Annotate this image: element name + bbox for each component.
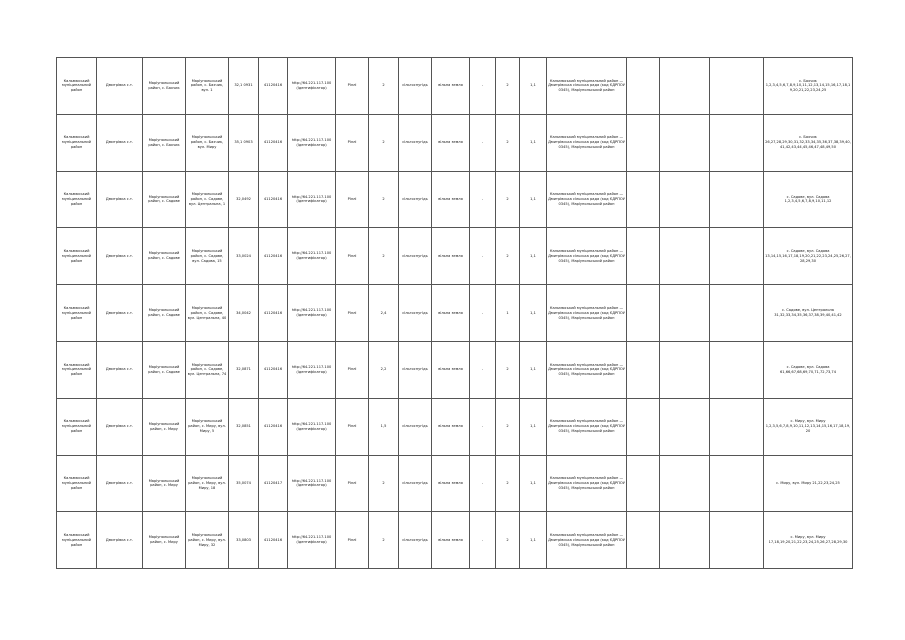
cell-area: 33,0024 bbox=[229, 228, 259, 285]
cell-empty bbox=[627, 512, 660, 569]
cell-id: http://64.221.117.100 (ідентифікатор) bbox=[288, 171, 336, 228]
cell-district: Кальмюський муніципальний район bbox=[57, 512, 97, 569]
cell-location2: Маріупольський район, с. Садове, вул. Центральна, 1 bbox=[186, 171, 229, 228]
cell-area: 35,1 0903 bbox=[229, 114, 259, 171]
cell-owner: сільгоспугідь bbox=[399, 455, 432, 512]
cell-location2: Маріупольський район, с. Бахчик, вул. Миру bbox=[186, 114, 229, 171]
cell-location2: Маріупольський район, с. Миру, вул. Миру, 32 bbox=[186, 512, 229, 569]
table-row bbox=[57, 455, 853, 512]
cell-usage: Ріллі bbox=[336, 455, 369, 512]
cell-empty bbox=[710, 455, 764, 512]
cell-empty bbox=[710, 228, 764, 285]
cell-location: Маріупольський район, с. Миру bbox=[143, 512, 186, 569]
cell-c2: 2 bbox=[496, 228, 520, 285]
cell-location: Маріупольський район, с. Бахчик bbox=[143, 114, 186, 171]
cell-settlement: Дмитрівка с.т. bbox=[97, 114, 143, 171]
cell-size: 2 bbox=[369, 512, 399, 569]
cell-addresses: с. Миру, вул. Миру 17,18,19,20,21,22,23,24,25,26,27,28,29,30 bbox=[764, 512, 853, 569]
cell-code: 41120416 bbox=[259, 398, 288, 455]
cell-c2: 2 bbox=[496, 58, 520, 115]
cell-area: 32,1 0931 bbox=[229, 58, 259, 115]
cell-size: 2 bbox=[369, 455, 399, 512]
cell-area: 34,0042 bbox=[229, 285, 259, 342]
cell-location2: Маріупольський район, с. Садове, вул. Центральна, 40 bbox=[186, 285, 229, 342]
cell-location2: Маріупольський район, с. Миру, вул. Миру, 18 bbox=[186, 455, 229, 512]
cell-addresses: с. Бахчик 1,2,3,4,5,6,7,8,9,10,11,12,13,14,15,16,17,18,19,20,21,22,23,24,25 bbox=[764, 58, 853, 115]
cell-empty bbox=[660, 398, 710, 455]
cell-settlement: Дмитрівка с.т. bbox=[97, 398, 143, 455]
cell-size: 2,4 bbox=[369, 285, 399, 342]
cell-owner: сільгоспугідь bbox=[399, 398, 432, 455]
table-row bbox=[57, 228, 853, 285]
cell-usage: Ріллі bbox=[336, 398, 369, 455]
cell-size: 2 bbox=[369, 58, 399, 115]
cell-c3: 1,1 bbox=[520, 58, 547, 115]
cell-status: вільна земля bbox=[432, 398, 470, 455]
cell-code: 41120416 bbox=[259, 512, 288, 569]
cell-community: Кальмюський муніципальний район — Дмитрівська сільська рада (код ЄДРПОУ 0345), Маріупольський район bbox=[547, 58, 627, 115]
cell-empty bbox=[660, 455, 710, 512]
cell-c1: - bbox=[470, 114, 496, 171]
cell-empty bbox=[627, 341, 660, 398]
cell-usage: Ріллі bbox=[336, 114, 369, 171]
cell-c2: 2 bbox=[496, 341, 520, 398]
cell-owner: сільгоспугідь bbox=[399, 341, 432, 398]
cell-status: вільна земля bbox=[432, 114, 470, 171]
cell-id: http://64.221.117.100 (ідентифікатор) bbox=[288, 114, 336, 171]
cell-code: 41120416 bbox=[259, 114, 288, 171]
cell-empty bbox=[710, 512, 764, 569]
cell-community: Кальмюський муніципальний район — Дмитрівська сільська рада (код ЄДРПОУ 0345), Маріупольський район bbox=[547, 228, 627, 285]
table-body bbox=[57, 58, 853, 569]
cell-district: Кальмюський муніципальний район bbox=[57, 285, 97, 342]
cell-settlement: Дмитрівка с.т. bbox=[97, 171, 143, 228]
cell-empty bbox=[710, 171, 764, 228]
cell-usage: Ріллі bbox=[336, 341, 369, 398]
cell-owner: сільгоспугідь bbox=[399, 285, 432, 342]
cell-empty bbox=[660, 512, 710, 569]
cell-community: Кальмюський муніципальний район — Дмитрівська сільська рада (код ЄДРПОУ 0345), Маріупольський район bbox=[547, 114, 627, 171]
cell-area: 32,0851 bbox=[229, 398, 259, 455]
cell-location2: Маріупольський район, с. Садове, вул. Центральна, 74 bbox=[186, 341, 229, 398]
cell-empty bbox=[660, 58, 710, 115]
cell-c3: 1,1 bbox=[520, 114, 547, 171]
cell-c1: - bbox=[470, 341, 496, 398]
table-row bbox=[57, 171, 853, 228]
table-row bbox=[57, 341, 853, 398]
cell-addresses: с. Миру, вул. Миру 1,2,3,5,6,7,8,9,10,11,12,13,14,15,16,17,18,19,20 bbox=[764, 398, 853, 455]
cell-size: 2,2 bbox=[369, 341, 399, 398]
cell-size: 2 bbox=[369, 114, 399, 171]
cell-empty bbox=[627, 58, 660, 115]
cell-owner: сільгоспугідь bbox=[399, 171, 432, 228]
cell-addresses: с. Садове, вул. Садова 61,66,67,68,69,70,71,72,73,74 bbox=[764, 341, 853, 398]
cell-code: 41120416 bbox=[259, 171, 288, 228]
cell-usage: Ріллі bbox=[336, 171, 369, 228]
cell-settlement: Дмитрівка с.т. bbox=[97, 341, 143, 398]
cell-empty bbox=[627, 114, 660, 171]
cell-area: 35,0074 bbox=[229, 455, 259, 512]
cell-c3: 1,1 bbox=[520, 171, 547, 228]
cell-id: http://64.221.117.100 (ідентифікатор) bbox=[288, 512, 336, 569]
cell-c2: 2 bbox=[496, 114, 520, 171]
cell-usage: Ріллі bbox=[336, 228, 369, 285]
cell-empty bbox=[660, 285, 710, 342]
cell-settlement: Дмитрівка с.т. bbox=[97, 512, 143, 569]
table-row bbox=[57, 398, 853, 455]
cell-c2: 2 bbox=[496, 512, 520, 569]
cell-addresses: с. Миру, вул. Миру 21,22,23,24,25 bbox=[764, 455, 853, 512]
cell-area: 32,0871 bbox=[229, 341, 259, 398]
cell-community: Кальмюський муніципальний район — Дмитрівська сільська рада (код ЄДРПОУ 0345), Маріупольський район bbox=[547, 171, 627, 228]
cell-usage: Ріллі bbox=[336, 285, 369, 342]
cell-empty bbox=[710, 285, 764, 342]
cell-c1: - bbox=[470, 58, 496, 115]
cell-district: Кальмюський муніципальний район bbox=[57, 341, 97, 398]
cell-size: 1,5 bbox=[369, 398, 399, 455]
cell-status: вільна земля bbox=[432, 58, 470, 115]
cell-id: http://64.221.117.100 (ідентифікатор) bbox=[288, 341, 336, 398]
cell-community: Кальмюський муніципальний район — Дмитрівська сільська рада (код ЄДРПОУ 0345), Маріупольський район bbox=[547, 512, 627, 569]
table-row bbox=[57, 58, 853, 115]
cell-location: Маріупольський район, с. Миру bbox=[143, 455, 186, 512]
cell-area: 33,0803 bbox=[229, 512, 259, 569]
cell-empty bbox=[710, 114, 764, 171]
cell-c1: - bbox=[470, 171, 496, 228]
table-row bbox=[57, 512, 853, 569]
cell-empty bbox=[660, 228, 710, 285]
cell-c1: - bbox=[470, 285, 496, 342]
cell-c1: - bbox=[470, 398, 496, 455]
table-row bbox=[57, 285, 853, 342]
cell-c3: 1,1 bbox=[520, 285, 547, 342]
cell-location2: Маріупольський район, с. Садове, вул. Садова, 15 bbox=[186, 228, 229, 285]
cell-code: 41120416 bbox=[259, 341, 288, 398]
cell-c2: 2 bbox=[496, 398, 520, 455]
cell-district: Кальмюський муніципальний район bbox=[57, 58, 97, 115]
cell-c3: 1,1 bbox=[520, 512, 547, 569]
cell-location2: Маріупольський район, с. Миру, вул. Миру, 5 bbox=[186, 398, 229, 455]
cell-community: Кальмюський муніципальний район — Дмитрівська сільська рада (код ЄДРПОУ 0345), Маріупольський район bbox=[547, 398, 627, 455]
cell-id: http://64.221.117.100 (ідентифікатор) bbox=[288, 398, 336, 455]
cell-empty bbox=[660, 171, 710, 228]
cell-location2: Маріупольський район, с. Бахчик, вул. 1 bbox=[186, 58, 229, 115]
cell-location: Маріупольський район, с. Садове bbox=[143, 341, 186, 398]
cell-usage: Ріллі bbox=[336, 512, 369, 569]
cell-c1: - bbox=[470, 228, 496, 285]
cell-c2: 2 bbox=[496, 171, 520, 228]
cell-addresses: с. Садове, вул. Центральна 31,32,33,34,35,36,37,38,39,40,41,42 bbox=[764, 285, 853, 342]
cell-district: Кальмюський муніципальний район bbox=[57, 171, 97, 228]
cell-status: вільна земля bbox=[432, 455, 470, 512]
cell-district: Кальмюський муніципальний район bbox=[57, 455, 97, 512]
cell-empty bbox=[710, 341, 764, 398]
cell-usage: Ріллі bbox=[336, 58, 369, 115]
cell-settlement: Дмитрівка с.т. bbox=[97, 455, 143, 512]
cell-status: вільна земля bbox=[432, 228, 470, 285]
cell-c3: 1,1 bbox=[520, 398, 547, 455]
cell-status: вільна земля bbox=[432, 171, 470, 228]
cell-id: http://64.221.117.100 (ідентифікатор) bbox=[288, 455, 336, 512]
cell-empty bbox=[660, 341, 710, 398]
cell-size: 2 bbox=[369, 228, 399, 285]
cell-code: 41120416 bbox=[259, 228, 288, 285]
cell-c2: 1 bbox=[496, 285, 520, 342]
cell-code: 41120416 bbox=[259, 58, 288, 115]
cell-empty bbox=[710, 398, 764, 455]
cell-id: http://64.221.117.100 (ідентифікатор) bbox=[288, 228, 336, 285]
cell-settlement: Дмитрівка с.т. bbox=[97, 58, 143, 115]
cell-community: Кальмюський муніципальний район — Дмитрівська сільська рада (код ЄДРПОУ 0345), Маріупольський район bbox=[547, 455, 627, 512]
cell-owner: сільгоспугідь bbox=[399, 228, 432, 285]
cell-settlement: Дмитрівка с.т. bbox=[97, 285, 143, 342]
cell-c1: - bbox=[470, 512, 496, 569]
cell-addresses: с. Садове, вул. Садова 1,2,3,4,5,6,7,8,9,10,11,12 bbox=[764, 171, 853, 228]
cell-addresses: с. Садове, вул. Садова 13,14,15,16,17,18,19,20,21,22,23,24,25,26,27,28,29,30 bbox=[764, 228, 853, 285]
cell-status: вільна земля bbox=[432, 341, 470, 398]
cell-c3: 1,1 bbox=[520, 455, 547, 512]
cell-owner: сільгоспугідь bbox=[399, 58, 432, 115]
cell-empty bbox=[627, 171, 660, 228]
cell-id: http://64.221.117.100 (ідентифікатор) bbox=[288, 58, 336, 115]
cell-owner: сільгоспугідь bbox=[399, 512, 432, 569]
cell-empty bbox=[660, 114, 710, 171]
cell-status: вільна земля bbox=[432, 285, 470, 342]
cell-c1: - bbox=[470, 455, 496, 512]
cell-settlement: Дмитрівка с.т. bbox=[97, 228, 143, 285]
cell-empty bbox=[627, 455, 660, 512]
cell-location: Маріупольський район, с. Миру bbox=[143, 398, 186, 455]
cell-empty bbox=[710, 58, 764, 115]
table-row bbox=[57, 114, 853, 171]
cell-location: Маріупольський район, с. Бахчик bbox=[143, 58, 186, 115]
cell-community: Кальмюський муніципальний район — Дмитрівська сільська рада (код ЄДРПОУ 0345), Маріупольський район bbox=[547, 285, 627, 342]
cell-empty bbox=[627, 228, 660, 285]
cell-district: Кальмюський муніципальний район bbox=[57, 114, 97, 171]
cell-status: вільна земля bbox=[432, 512, 470, 569]
cell-c2: 2 bbox=[496, 455, 520, 512]
cell-code: 41120416 bbox=[259, 285, 288, 342]
cell-district: Кальмюський муніципальний район bbox=[57, 228, 97, 285]
cell-empty bbox=[627, 285, 660, 342]
cell-addresses: с. Бахчик 26,27,28,29,30,31,32,33,34,35,36,37,38,39,40,41,42,43,44,45,46,47,48,49,50 bbox=[764, 114, 853, 171]
cell-location: Маріупольський район, с. Садове bbox=[143, 285, 186, 342]
cell-location: Маріупольський район, с. Садове bbox=[143, 228, 186, 285]
cell-empty bbox=[627, 398, 660, 455]
cell-district: Кальмюський муніципальний район bbox=[57, 398, 97, 455]
cell-code: 41120417 bbox=[259, 455, 288, 512]
cell-area: 32,0492 bbox=[229, 171, 259, 228]
land-registry-table bbox=[56, 57, 853, 569]
cell-community: Кальмюський муніципальний район — Дмитрівська сільська рада (код ЄДРПОУ 0345), Маріупольський район bbox=[547, 341, 627, 398]
cell-owner: сільгоспугідь bbox=[399, 114, 432, 171]
cell-size: 2 bbox=[369, 171, 399, 228]
cell-c3: 1,1 bbox=[520, 341, 547, 398]
cell-id: http://64.221.117.100 (ідентифікатор) bbox=[288, 285, 336, 342]
cell-location: Маріупольський район, с. Садове bbox=[143, 171, 186, 228]
cell-c3: 1,1 bbox=[520, 228, 547, 285]
